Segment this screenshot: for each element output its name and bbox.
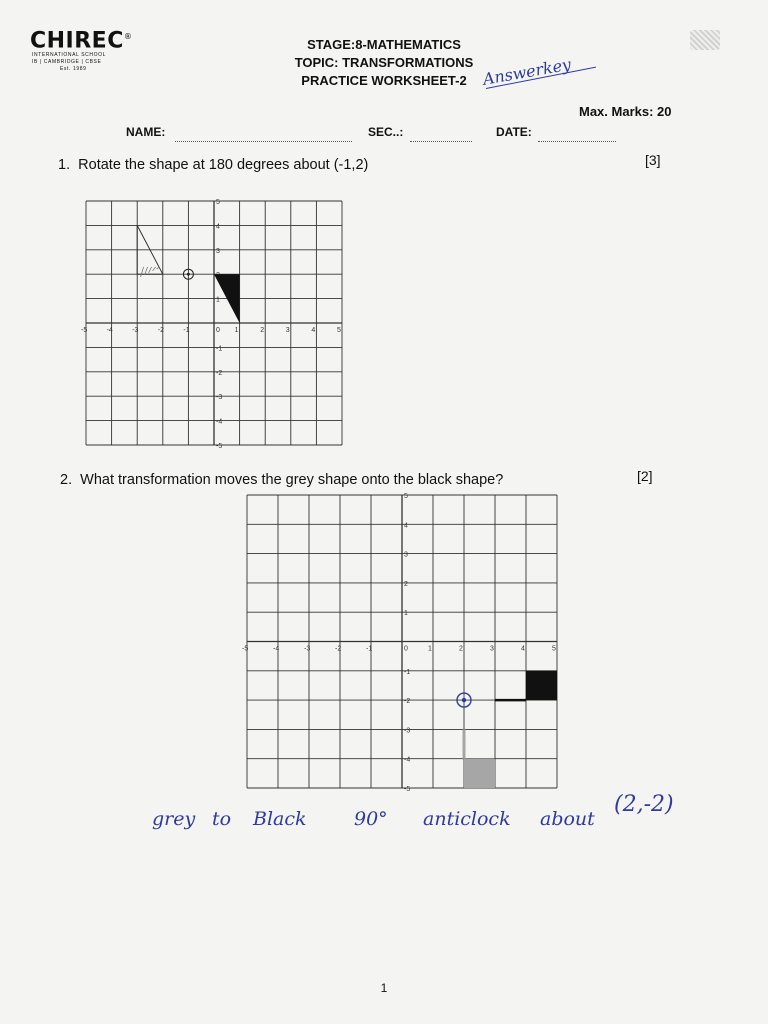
stage-title: STAGE:8-MATHEMATICS (307, 37, 461, 52)
hatch-line (145, 267, 148, 275)
y-tick-label: 2 (404, 580, 408, 588)
x-tick-label: -3 (132, 327, 139, 334)
x-tick-label: 5 (552, 645, 556, 653)
worksheet-title: PRACTICE WORKSHEET-2 (301, 73, 467, 88)
question-2-number: 2. (60, 472, 73, 488)
y-tick-label: -4 (404, 756, 411, 764)
section-label: SEC..: (368, 125, 404, 139)
question-1-tick-labels (81, 199, 341, 450)
y-tick-label: 1 (404, 610, 408, 618)
logo-line-1: INTERNATIONAL SCHOOL (32, 52, 106, 59)
y-tick-label: 4 (216, 223, 220, 231)
y-tick-label: 3 (404, 551, 408, 559)
name-label: NAME: (126, 125, 166, 139)
answer-word-direction: anticlock (423, 808, 511, 830)
y-tick-label: 5 (216, 199, 220, 206)
name-field[interactable] (175, 141, 352, 142)
y-tick-label: 4 (404, 522, 408, 530)
answer-word-grey: grey (152, 808, 196, 830)
x-tick-label: -1 (366, 645, 373, 653)
y-tick-label: -5 (404, 786, 411, 793)
question-1 (58, 157, 368, 173)
y-tick-label: 3 (216, 247, 220, 255)
x-tick-label: -5 (242, 645, 249, 653)
x-tick-label: -1 (183, 327, 190, 334)
question-1-text: Rotate the shape at 180 degrees about (-1,2) (78, 157, 369, 173)
logo-brand: CHIREC® (30, 28, 133, 54)
y-tick-label: -4 (216, 418, 223, 426)
x-tick-label: 1 (428, 645, 432, 653)
answer-key-handwriting: Answerkey (481, 54, 573, 89)
question-1-number: 1. (58, 157, 71, 173)
question-2-grid-lines (247, 495, 557, 788)
hatch-line (153, 267, 156, 271)
logo-line-2: IB | CAMBRIDGE | CBSE (32, 59, 102, 66)
page-number: 1 (380, 981, 388, 995)
question-2-marks: [2] (637, 468, 653, 484)
x-tick-label: -4 (106, 327, 113, 334)
y-tick-label: -2 (216, 369, 223, 377)
rotation-center-dot (462, 698, 466, 702)
y-tick-label: -1 (216, 345, 223, 353)
question-2-grid (242, 493, 563, 795)
x-tick-label: 1 (234, 327, 239, 334)
question-2 (60, 472, 503, 488)
answer-center-point: (2,-2) (614, 792, 674, 817)
x-tick-label: 3 (490, 645, 494, 653)
date-field[interactable] (538, 141, 616, 142)
x-tick-label: 2 (459, 645, 463, 653)
question-1-marks: [3] (645, 152, 661, 168)
question-2-tick-labels (242, 493, 556, 793)
answer-word-black: Black (253, 808, 307, 830)
black-shape (526, 671, 557, 700)
hatch-line (149, 267, 152, 273)
hatch-line (141, 267, 144, 277)
x-tick-label: 4 (521, 645, 525, 653)
y-tick-label: -2 (404, 698, 411, 706)
y-tick-label: -3 (404, 727, 411, 735)
answer-word-angle: 90° (354, 808, 388, 830)
x-tick-label: 0 (216, 327, 220, 334)
max-marks: Max. Marks: 20 (579, 104, 672, 119)
x-tick-label: -4 (273, 645, 280, 653)
topic-title: TOPIC: TRANSFORMATIONS (294, 55, 474, 70)
x-tick-label: 4 (311, 327, 316, 334)
y-tick-label: -1 (404, 668, 411, 676)
answer-word-to: to (212, 808, 232, 830)
answer-word-about: about (540, 808, 595, 830)
y-tick-label: -5 (216, 443, 223, 450)
x-tick-label: 5 (337, 327, 341, 334)
question-2-text: What transformation moves the grey shape onto the black shape? (80, 472, 504, 488)
date-label: DATE: (496, 125, 532, 139)
y-tick-label: 5 (404, 493, 408, 500)
y-tick-label: -3 (216, 394, 223, 402)
logo-line-3: Est. 1989 (60, 66, 87, 73)
grey-shape (464, 759, 495, 788)
section-field[interactable] (410, 141, 472, 142)
x-tick-label: 0 (404, 645, 408, 653)
rotation-center-dot (187, 273, 190, 276)
x-tick-label: -3 (304, 645, 311, 653)
y-tick-label: 1 (216, 296, 220, 304)
x-tick-label: 2 (260, 327, 265, 334)
x-tick-label: -2 (335, 645, 342, 653)
x-tick-label: 3 (285, 327, 290, 334)
question-1-grid (81, 199, 346, 451)
question-1-grid-lines (86, 201, 342, 445)
x-tick-label: -5 (81, 327, 88, 334)
x-tick-label: -2 (157, 327, 165, 334)
